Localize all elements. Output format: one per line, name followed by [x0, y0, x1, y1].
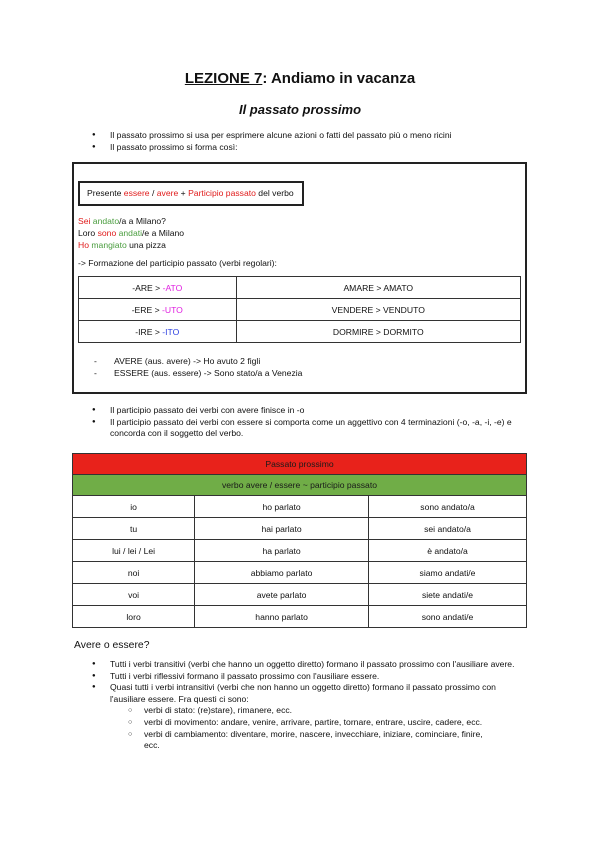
pronoun-cell: lui / lei / Lei: [73, 540, 195, 562]
mid-bullet: ● Il participio passato dei verbi con essere si comporta come un aggettivo con 4 terminazioni (-o, -a, -i, -e) e concorda con il soggetto del verbo.: [110, 417, 530, 440]
table-row: [79, 321, 521, 343]
suffix-example-cell: VENDERE > VENDUTO: [236, 299, 520, 321]
table-row: [73, 518, 527, 540]
lesson-name: : Andiamo in vacanza: [262, 70, 416, 87]
pronoun-cell: tu: [73, 518, 195, 540]
table-row: [73, 496, 527, 518]
aux-example: - AVERE (aus. avere) -> Ho avuto 2 figli: [94, 356, 261, 366]
table-header: [73, 454, 527, 475]
table-row: [73, 584, 527, 606]
intro-bullet: ● Il passato prossimo si forma così:: [110, 142, 530, 154]
suffix-table: [78, 276, 521, 343]
table-row: [73, 606, 527, 628]
pronoun-cell: loro: [73, 606, 195, 628]
sub-bullet: ○ verbi di stato: (re)stare), rimanere, ecc.: [144, 705, 496, 717]
table-title: Passato prossimo: [73, 454, 527, 475]
formation-title: -> Formazione del participio passato (verbi regolari):: [78, 258, 277, 268]
grammar-box: [72, 162, 527, 394]
essere-cell: sei andato/a: [369, 518, 527, 540]
mid-bullet: ● Il participio passato dei verbi con avere finisce in -o: [110, 405, 530, 417]
table-subtitle: verbo avere / essere ~ participio passato: [73, 475, 527, 496]
final-bullet: ● Tutti i verbi riflessivi formano il passato prossimo con l'ausiliare essere.: [110, 671, 530, 683]
mid-bullets: [110, 405, 530, 440]
final-bullet: ● Quasi tutti i verbi intransitivi (verbi che non hanno un oggetto diretto) formano il passato prossimo con l'ausiliare essere. Fra questi ci sono: ○ verbi di stato: (re)stare), rimanere, ecc. ○ verbi di movimento: andare, venire, arrivare, partire, tornare, entrare, uscire, cadere, ecc. ○ verbi di cambiamento: diventare, morire, nascere, invecchiare, iniziare, cominciare, finire, ecc.: [110, 682, 530, 752]
suffix-example-cell: AMARE > AMATO: [236, 277, 520, 299]
suffix-cell: -IRE > -ITO: [79, 321, 237, 343]
formula-essere: essere: [123, 188, 150, 198]
example-sentence: Ho mangiato una pizza: [78, 240, 166, 250]
formula-participio: Participio passato: [188, 188, 256, 198]
table-header: [73, 475, 527, 496]
avere-cell: ha parlato: [195, 540, 369, 562]
conjugation-table: [72, 453, 527, 628]
aux-example: - ESSERE (aus. essere) -> Sono stato/a a Venezia: [94, 368, 303, 378]
example-sentence: Loro sono andati/e a Milano: [78, 228, 185, 238]
essere-cell: sono andati/e: [369, 606, 527, 628]
essere-cell: siamo andati/e: [369, 562, 527, 584]
suffix-cell: -ARE > -ATO: [79, 277, 237, 299]
pronoun-cell: voi: [73, 584, 195, 606]
avere-cell: avete parlato: [195, 584, 369, 606]
essere-cell: siete andati/e: [369, 584, 527, 606]
table-row: [79, 299, 521, 321]
pronoun-cell: io: [73, 496, 195, 518]
final-bullet: ● Tutti i verbi transitivi (verbi che hanno un oggetto diretto) formano il passato prossimo con l'ausiliare avere.: [110, 659, 530, 671]
sub-bullet: ○ verbi di movimento: andare, venire, arrivare, partire, tornare, entrare, uscire, cadere, ecc.: [144, 717, 496, 729]
intro-bullet: ● Il passato prossimo si usa per esprimere alcune azioni o fatti del passato più o meno ricini: [110, 130, 530, 142]
intro-bullets: [110, 130, 530, 153]
section-title: Avere o essere?: [74, 640, 150, 651]
lesson-subtitle: Il passato prossimo: [238, 102, 362, 117]
sub-bullet: ○ verbi di cambiamento: diventare, morire, nascere, invecchiare, iniziare, cominciare, finire, ecc.: [144, 729, 496, 752]
suffix-cell: -ERE > -UTO: [79, 299, 237, 321]
formula-box: Presente essere / avere + Participio passato del verbo: [78, 181, 304, 206]
suffix-example-cell: DORMIRE > DORMITO: [236, 321, 520, 343]
formula-avere: avere: [156, 188, 179, 198]
essere-cell: sono andato/a: [369, 496, 527, 518]
sub-bullets: [110, 705, 496, 751]
table-row: [79, 277, 521, 299]
final-bullets: [110, 659, 530, 752]
pronoun-cell: noi: [73, 562, 195, 584]
lesson-title: [0, 70, 600, 87]
avere-cell: hanno parlato: [195, 606, 369, 628]
essere-cell: è andato/a: [369, 540, 527, 562]
avere-cell: ho parlato: [195, 496, 369, 518]
avere-cell: abbiamo parlato: [195, 562, 369, 584]
table-row: [73, 540, 527, 562]
lesson-number: LEZIONE 7: [184, 70, 263, 87]
table-row: [73, 562, 527, 584]
avere-cell: hai parlato: [195, 518, 369, 540]
example-sentence: Sei andato/a a Milano?: [78, 216, 166, 226]
